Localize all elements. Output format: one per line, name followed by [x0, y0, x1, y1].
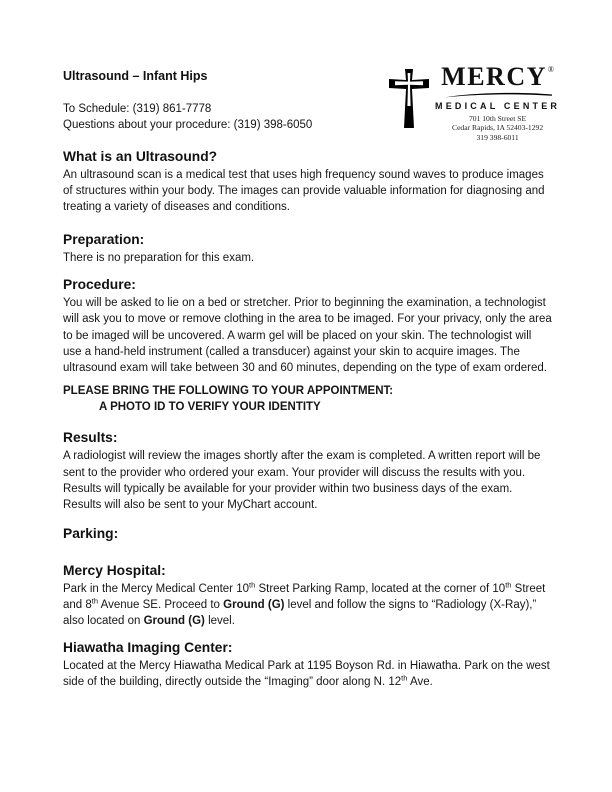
bring-notice-item: A PHOTO ID TO VERIFY YOUR IDENTITY — [99, 401, 321, 414]
section-heading: Procedure: — [63, 276, 136, 292]
appointment-bring-notice — [63, 383, 553, 416]
ordinal-superscript: th — [505, 580, 512, 590]
registered-trademark-icon: ® — [547, 65, 554, 74]
section-procedure — [63, 275, 553, 377]
logo-swoosh-icon — [442, 91, 554, 99]
section-body: An ultrasound scan is a medical test that uses high frequency sound waves to produce images of structures within your body. The images can provide valuable information for diagnosing and treating a variety of diseases and conditions. — [63, 168, 545, 214]
section-preparation — [63, 230, 553, 266]
ordinal-superscript: th — [91, 596, 99, 606]
text-segment: level. — [204, 615, 235, 628]
section-body: There is no preparation for this exam. — [63, 251, 255, 264]
section-heading: What is an Ultrasound? — [63, 148, 218, 164]
logo-wordmark: MERCY — [441, 62, 547, 91]
text-segment: Street Parking Ramp, located at the corner of 10 — [255, 582, 506, 595]
page-title: Ultrasound – Infant Hips — [63, 69, 208, 83]
section-heading: Results: — [63, 430, 118, 446]
questions-phone-line: Questions about your procedure: (319) 398-6050 — [63, 119, 313, 132]
text-segment: Located at the Mercy Hiawatha Medical Park at 1195 Boyson Rd. in Hiawatha. Park on the west side of the building, directly outside the “Imaging” door along N. 12 — [63, 659, 550, 689]
logo-address-line: 701 10th Street SE — [468, 114, 527, 123]
ordinal-superscript: th — [249, 580, 256, 590]
section-parking — [63, 524, 553, 543]
section-body: You will be asked to lie on a bed or stretcher. Prior to beginning the examination, a technologist will ask you to move or remove clothing in the area to be imaged. For your privacy, only the area to be imaged will be uncovered. A warm gel will be placed on your skin. The technologist will use a hand-held instrument (called a transducer) against your skin to acquire images. The ultrasound exam will take between 30 and 60 minutes, depending on the type of exam ordered. — [63, 296, 552, 375]
latin-cross-icon — [388, 68, 430, 130]
section-body — [63, 581, 553, 630]
section-heading: Mercy Hospital: — [63, 562, 166, 578]
section-heading: Parking: — [63, 525, 119, 541]
logo-top-row — [388, 62, 561, 142]
text-segment: level and follow the signs to “Radiology (X-Ray),” also located on — [63, 599, 537, 628]
section-what-is-ultrasound — [63, 147, 553, 216]
logo-address-line: 319 398-6011 — [476, 132, 519, 142]
text-segment: Park in the Mercy Medical Center 10 — [63, 582, 249, 595]
schedule-phone-line: To Schedule: (319) 861-7778 — [63, 103, 212, 115]
logo-address-line: Cedar Rapids, IA 52403-1292 — [452, 123, 544, 133]
bring-notice-line: PLEASE BRING THE FOLLOWING TO YOUR APPOINTMENT: — [63, 384, 394, 397]
logo-address — [452, 114, 543, 142]
section-mercy-hospital — [63, 561, 553, 630]
ordinal-superscript: th — [401, 673, 408, 683]
section-body — [63, 658, 553, 691]
section-heading: Preparation: — [63, 231, 145, 247]
text-segment: Ave. — [407, 676, 433, 689]
logo-wordmark-line — [441, 64, 554, 90]
emphasized-text: Ground (G) — [143, 615, 205, 628]
emphasized-text: Ground (G) — [223, 599, 285, 612]
section-body: A radiologist will review the images shortly after the exam is completed. A written report will be sent to the provider who ordered your exam. Your provider will discuss the results with you. Results will typically be available for your provider within two business days of the exam. Results will also be sent to your MyChart account. — [63, 450, 541, 512]
text-segment: Street and 8 — [63, 582, 546, 612]
section-results — [63, 428, 553, 513]
mercy-medical-center-logo — [388, 62, 561, 142]
logo-wordmark-block — [435, 64, 560, 142]
section-hiawatha-imaging-center — [63, 638, 553, 691]
text-segment: Avenue SE. Proceed to — [98, 599, 224, 612]
logo-subtitle: MEDICAL CENTER — [435, 101, 561, 111]
section-heading: Hiawatha Imaging Center: — [63, 639, 233, 655]
